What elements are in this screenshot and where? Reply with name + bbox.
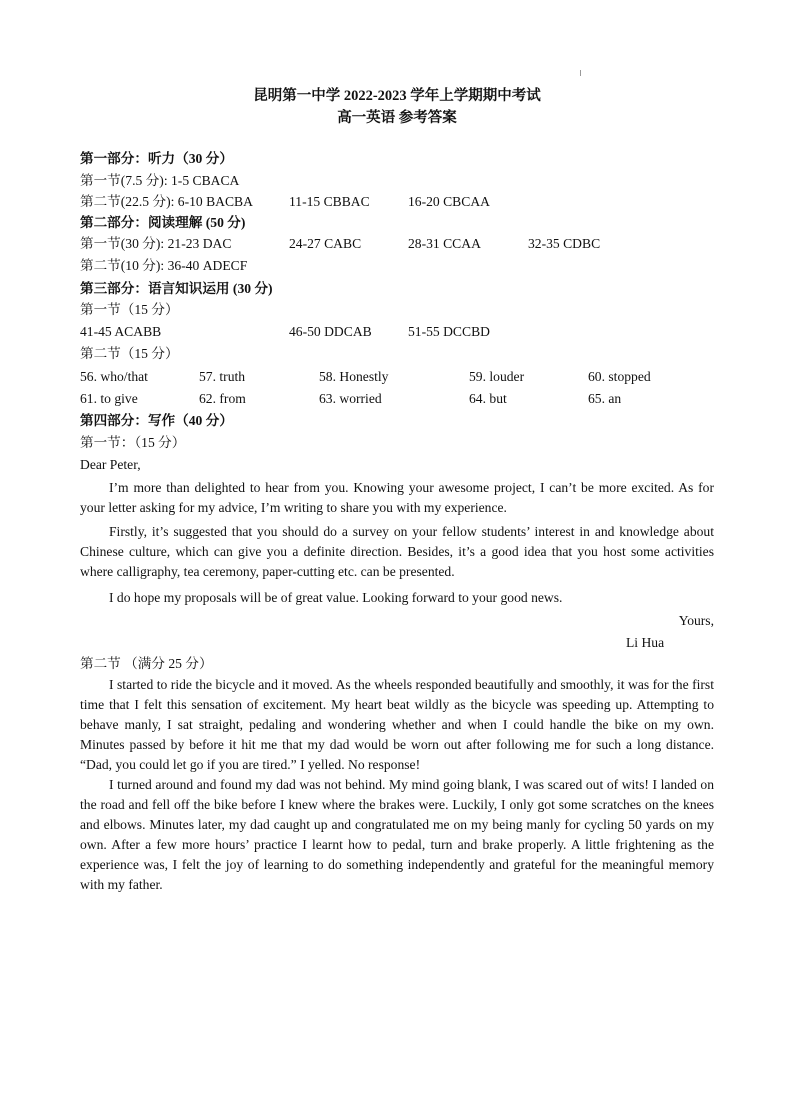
answer-group: 46-50 DDCAB bbox=[289, 324, 372, 339]
part3-heading: 第三部分：语言知识运用 (30 分) bbox=[80, 281, 273, 296]
cloze-answer: 59. louder bbox=[469, 369, 525, 384]
answer-group: 24-27 CABC bbox=[289, 236, 362, 251]
letter-paragraph: Firstly, it’s suggested that you should do a survey on your fellow students’ interest in and knowledge about Chinese culture, which can give you a definite direction. Besides, it’s a good idea that you host some activities where calligraphy, tea ceremony, paper-cutting etc. can be presented. bbox=[80, 524, 714, 579]
answer-group: 16-20 CBCAA bbox=[408, 194, 490, 209]
letter-closing: Yours, bbox=[678, 613, 714, 628]
answer-group: 第一节(30 分): 21-23 DAC bbox=[80, 236, 232, 251]
letter-paragraph: I’m more than delighted to hear from you. Knowing your awesome project, I can’t be more excited. As for your letter asking for my advice, I’m writing to share you with my experience. bbox=[80, 480, 714, 515]
answer-group: 第二节(22.5 分): 6-10 BACBA bbox=[80, 194, 253, 209]
answer-group: 32-35 CDBC bbox=[528, 236, 601, 251]
exam-title: 昆明第一中学 2022-2023 学年上学期期中考试 bbox=[253, 88, 541, 104]
part4-sec2-label: 第二节 （满分 25 分） bbox=[80, 656, 213, 671]
answer-group: 51-55 DCCBD bbox=[408, 324, 490, 339]
answer-group: 41-45 ACABB bbox=[80, 324, 162, 339]
part4-heading: 第四部分：写作（40 分） bbox=[80, 413, 233, 428]
cloze-answer: 61. to give bbox=[80, 391, 138, 406]
part1-sec1-answers: 第一节(7.5 分): 1-5 CBACA bbox=[80, 173, 240, 188]
answer-group: 11-15 CBBAC bbox=[289, 194, 370, 209]
letter-signature: Li Hua bbox=[626, 635, 665, 650]
cloze-answer: 64. but bbox=[469, 391, 507, 406]
part3-sec1-label: 第一节（15 分） bbox=[80, 302, 179, 317]
part2-sec2-answers: 第二节(10 分): 36-40 ADECF bbox=[80, 258, 248, 273]
cloze-answer: 63. worried bbox=[319, 391, 382, 406]
exam-subtitle: 高一英语 参考答案 bbox=[337, 110, 457, 126]
cloze-answer: 58. Honestly bbox=[319, 369, 389, 384]
part1-heading: 第一部分：听力（30 分） bbox=[80, 151, 233, 166]
cloze-answer: 65. an bbox=[588, 391, 622, 406]
letter-paragraph: I do hope my proposals will be of great value. Looking forward to your good news. bbox=[109, 590, 563, 605]
story-paragraph: I started to ride the bicycle and it moved. As the wheels responded beautifully and smoothly, it was for the first time that I felt this sensation of excitement. My heart beat wildly as the bicycle was speeding up. Attempting to behave manly, I sat straight, pedaling and wondering whether and when I could handle the bike on my own. Minutes passed by before it hit me that my dad would be worn out after following me for such a long distance. “Dad, you could let go if you are tired.” I yelled. No response! bbox=[80, 677, 714, 772]
cloze-answer: 56. who/that bbox=[80, 369, 148, 384]
part4-sec1-label: 第一节：（15 分） bbox=[80, 435, 186, 450]
story-paragraph: I turned around and found my dad was not behind. My mind going blank, I was scared out of wits! I landed on the road and fell off the bike before I knew where the brakes were. Luckily, I only got some scratches on the knees and elbows. Minutes later, my dad caught up and congratulated me on my being manly for cycling 50 yards on my own. After a few more hours’ practice I learnt how to pedal, turn and brake properly. A little frightening as the experience was, I felt the joy of learning to do something independently and grateful for the meaningful memory with my father. bbox=[80, 777, 714, 892]
cloze-answer: 60. stopped bbox=[588, 369, 651, 384]
scan-mark bbox=[580, 70, 581, 76]
cloze-answer: 57. truth bbox=[199, 369, 246, 384]
part3-sec2-label: 第二节（15 分） bbox=[80, 346, 179, 361]
part2-heading: 第二部分：阅读理解 (50 分) bbox=[80, 215, 246, 230]
answer-group: 28-31 CCAA bbox=[408, 236, 481, 251]
cloze-answer: 62. from bbox=[199, 391, 246, 406]
letter-greeting: Dear Peter, bbox=[80, 457, 141, 472]
